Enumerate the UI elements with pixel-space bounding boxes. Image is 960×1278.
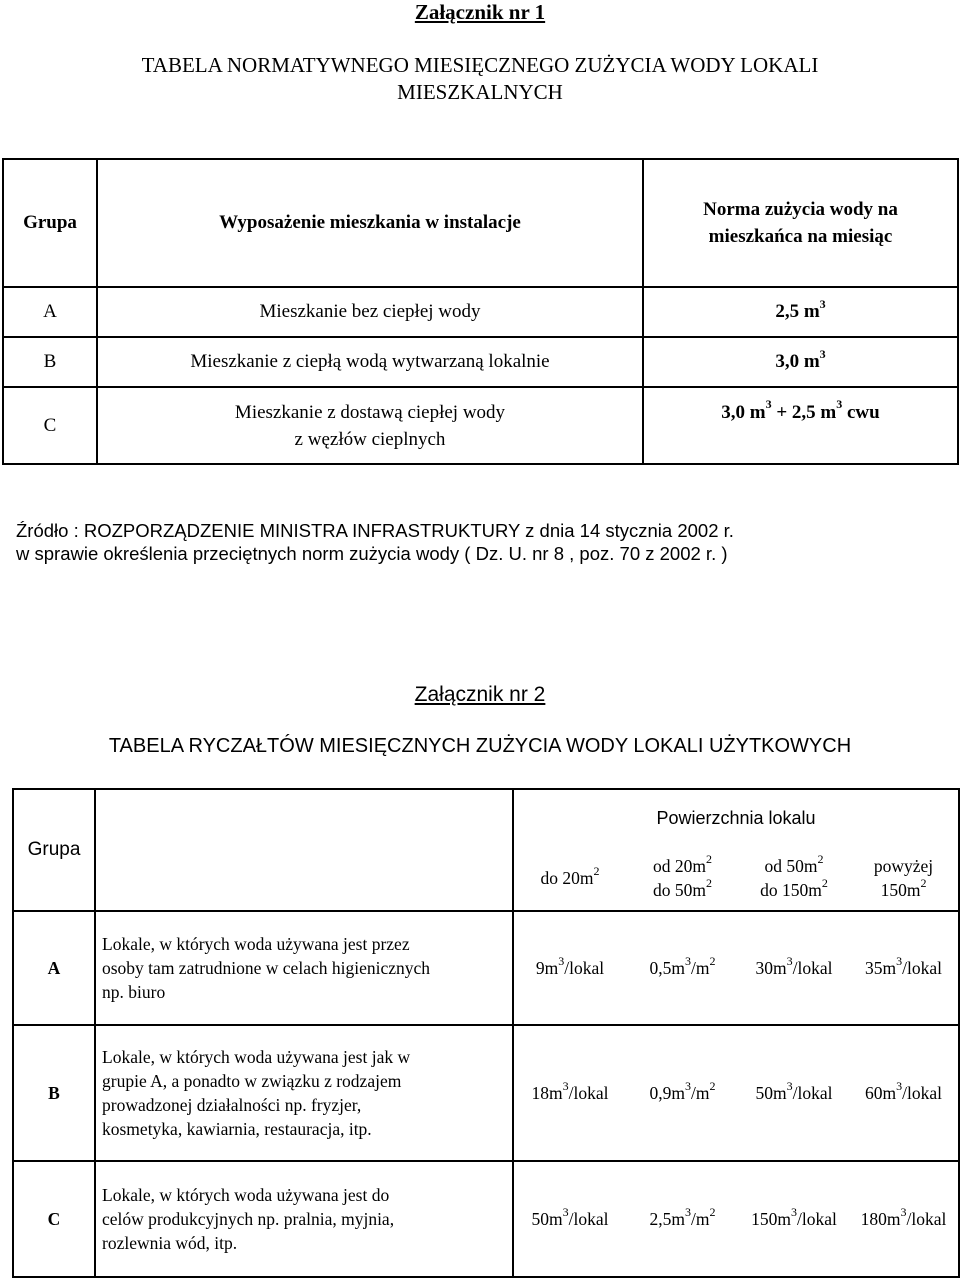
source-note: Źródło : ROZPORZĄDZENIE MINISTRA INFRASTRUKTURY z dnia 14 stycznia 2002 r. w sprawie określenia przeciętnych norm zużycia wody ( Dz. U. nr 8 , poz. 70 z 2002 r. ) xyxy=(16,520,734,564)
table-header-row xyxy=(3,159,958,287)
equipment-cell: Mieszkanie z dostawą ciepłej wody z węzłów cieplnych xyxy=(97,387,643,464)
header-equipment: Wyposażenie mieszkania w instalacje xyxy=(97,159,643,287)
annex2-title: Załącznik nr 2 xyxy=(414,683,546,706)
group-cell: C xyxy=(3,387,97,464)
annex1-heading: TABELA NORMATYWNEGO MIESIĘCZNEGO ZUŻYCIA WODY LOKALI MIESZKALNYCH xyxy=(141,53,819,104)
table-row xyxy=(13,911,959,1025)
norm-cell: 2,5 $m^3$ xyxy=(643,287,958,337)
table-row xyxy=(3,287,958,337)
value-cell: $0,5m^3/m^2$ xyxy=(626,911,739,1025)
header-group: Grupa xyxy=(3,159,97,287)
norm-cell: 3,0 $m^3$ xyxy=(643,337,958,387)
group-cell: A xyxy=(3,287,97,337)
value-cell: $0,9m^3/m^2$ xyxy=(626,1025,739,1161)
norm-table xyxy=(2,158,959,465)
equipment-cell: Mieszkanie z ciepłą wodą wytwarzaną lokalnie xyxy=(97,337,643,387)
annex1-title: Załącznik nr 1 xyxy=(414,0,546,24)
description-cell: Lokale, w których woda używana jest do celów produkcyjnych np. pralnia, myjnia, rozlewnia wód, itp. xyxy=(95,1161,513,1277)
group-cell: A xyxy=(13,911,95,1025)
group-cell: B xyxy=(3,337,97,387)
header-col-4: powyżej $150m^2$ xyxy=(849,845,959,911)
value-cell: $30m^3$/lokal xyxy=(739,911,849,1025)
header-description-blank xyxy=(95,789,513,911)
value-cell: $50m^3$/lokal xyxy=(739,1025,849,1161)
table-row xyxy=(3,387,958,464)
table-header-row xyxy=(13,789,959,845)
annex2-heading: TABELA RYCZAŁTÓW MIESIĘCZNYCH ZUŻYCIA WODY LOKALI UŻYTKOWYCH xyxy=(108,735,852,757)
value-cell: $9m^3$/lokal xyxy=(513,911,626,1025)
value-cell: $2,5m^3/m^2$ xyxy=(626,1161,739,1277)
header-group: Grupa xyxy=(13,789,95,911)
table-row xyxy=(13,1161,959,1277)
group-cell: B xyxy=(13,1025,95,1161)
table-row xyxy=(3,337,958,387)
header-col-1: do $20m^2$ xyxy=(513,845,626,911)
equipment-cell: Mieszkanie bez ciepłej wody xyxy=(97,287,643,337)
value-cell: $180m^3$/lokal xyxy=(849,1161,959,1277)
group-cell: C xyxy=(13,1161,95,1277)
value-cell: $60m^3$/lokal xyxy=(849,1025,959,1161)
flat-rate-table xyxy=(12,788,960,1278)
norm-cell: 3,0 $m^3 + 2,5$ $m^3$ cwu xyxy=(643,387,958,464)
value-cell: $35m^3$/lokal xyxy=(849,911,959,1025)
header-col-2: od $20m^2$ do $50m^2$ xyxy=(626,845,739,911)
header-norm: Norma zużycia wody na mieszkańca na miesiąc xyxy=(643,159,958,287)
description-cell: Lokale, w których woda używana jest jak w grupie A, a ponadto w związku z rodzajem prowadzonej działalności np. fryzjer, kosmetyka, kawiarnia, restauracja, itp. xyxy=(95,1025,513,1161)
value-cell: $18m^3$/lokal xyxy=(513,1025,626,1161)
table-row xyxy=(13,1025,959,1161)
header-area: Powierzchnia lokalu xyxy=(513,789,959,845)
value-cell: $50m^3$/lokal xyxy=(513,1161,626,1277)
header-col-3: od $50m^2$ do $150m^2$ xyxy=(739,845,849,911)
value-cell: $150m^3$/lokal xyxy=(739,1161,849,1277)
description-cell: Lokale, w których woda używana jest przez osoby tam zatrudnione w celach higienicznych np. biuro xyxy=(95,911,513,1025)
